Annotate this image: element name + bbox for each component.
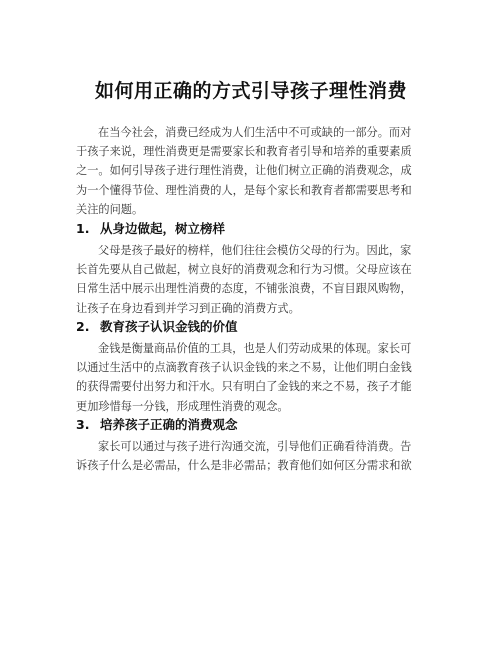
intro-line: 在当今社会，消费已经成为人们生活中不可或缺的一部分。而对 [98,126,412,139]
section-line: 的获得需要付出努力和汗水。只有明白了金钱的来之不易，孩子才能 [76,380,412,394]
section-line: 以通过生活中的点滴教育孩子认识金钱的来之不易，让他们明白金钱 [76,361,412,375]
section-heading [76,416,238,434]
section-number: 1. [76,221,90,236]
section-line: 长首先要从自己做起，树立良好的消费观念和行为习惯。父母应该在 [76,263,412,277]
section-heading [76,220,225,238]
section-line: 更加珍惜每一分钱，形成理性消费的观念。 [76,399,289,413]
intro-line: 为一个懂得节俭、理性消费的人，是每个家长和教育者都需要思考和 [76,183,412,197]
section-line: 金钱是衡量商品价值的工具，也是人们劳动成果的体现。家长可 [98,342,412,355]
section-heading [76,318,238,336]
intro-line: 于孩子来说，理性消费更是需要家长和教育者引导和培养的重要素质 [76,145,412,159]
section-paragraph [76,437,428,475]
section-line: 日常生活中展示出理性消费的态度，不铺张浪费，不盲目跟风购物， [76,282,412,296]
section-number: 3. [76,417,90,432]
section-number: 2. [76,319,90,334]
intro-line: 之一。如何引导孩子进行理性消费，让他们树立正确的消费观念，成 [76,164,412,178]
intro-paragraph [76,123,428,219]
section-line: 家长可以通过与孩子进行沟通交流，引导他们正确看待消费。告 [98,440,412,453]
section-title: 从身边做起，树立榜样 [100,221,226,236]
section-paragraph [76,241,428,318]
section-title: 教育孩子认识金钱的价值 [100,319,238,334]
section-line: 父母是孩子最好的榜样，他们往往会模仿父母的行为。因此，家 [98,244,412,257]
section-line: 让孩子在身边看到并学习到正确的消费方式。 [76,301,300,315]
section-line: 诉孩子什么是必需品，什么是非必需品；教育他们如何区分需求和欲 [76,459,412,473]
section-title: 培养孩子正确的消费观念 [100,417,238,432]
intro-line: 关注的问题。 [76,202,144,216]
section-paragraph [76,339,428,416]
document-title: 如何用正确的方式引导孩子理性消费 [94,80,407,102]
